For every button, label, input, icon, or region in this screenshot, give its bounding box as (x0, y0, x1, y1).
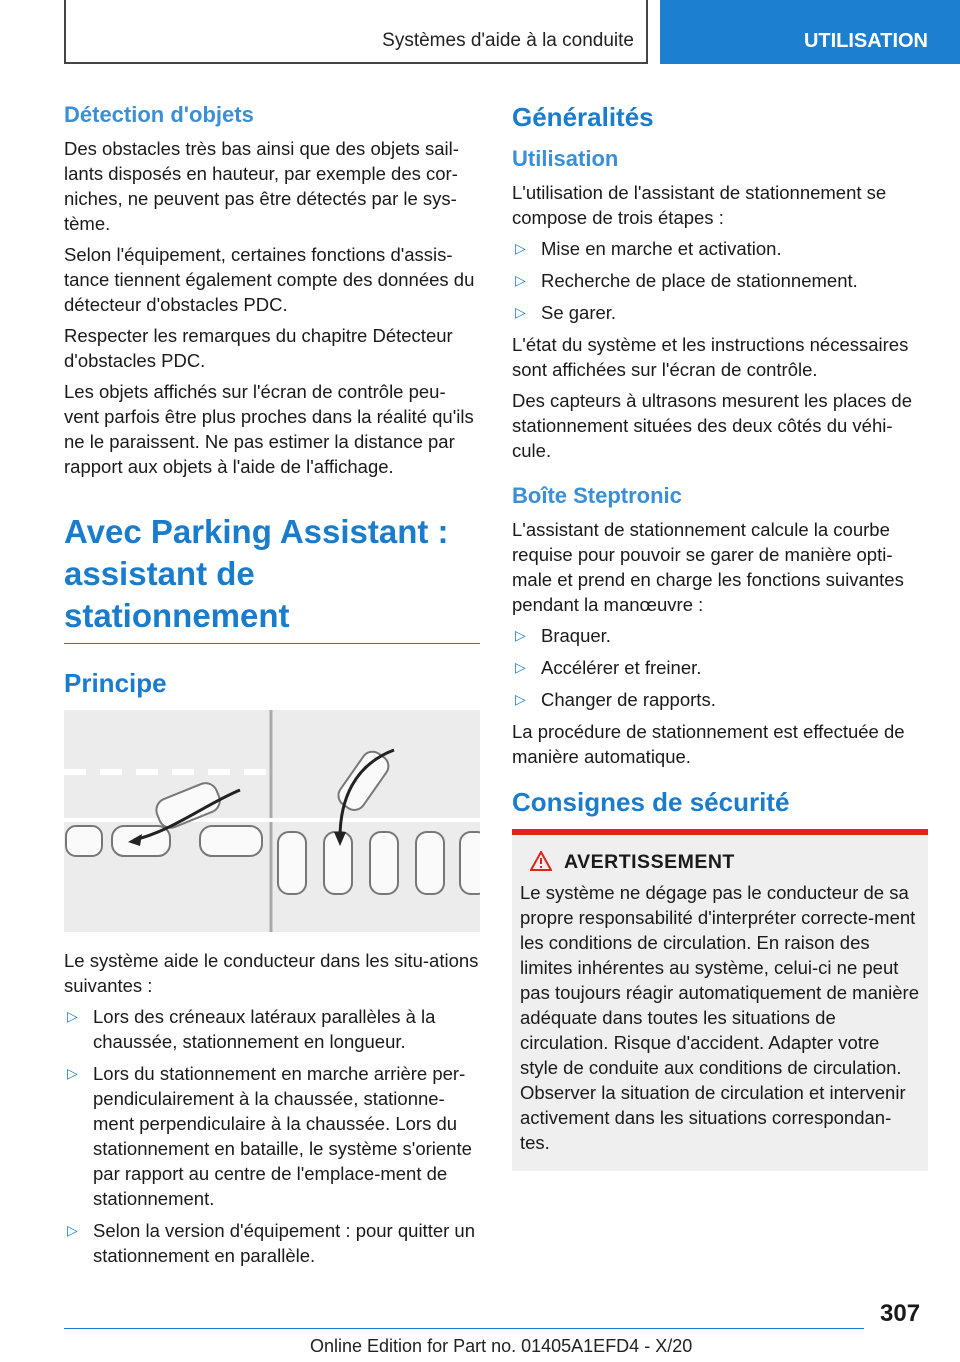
paragraph: L'état du système et les instructions nécessaires sont affichées sur l'écran de contrôle. (512, 334, 909, 380)
paragraph: L'assistant de stationnement calcule la courbe requise pour pouvoir se garer de manière opti-male et prend en charge les fonctions suivantes pendant la manœuvre : (512, 519, 904, 615)
heading-detection: Détection d'objets (64, 102, 254, 127)
triangle-bullet-icon: ▷ (67, 1065, 78, 1081)
section-tab[interactable]: UTILISATION (660, 0, 960, 64)
paragraph: Le système aide le conducteur dans les situ-ations suivantes : (64, 950, 479, 996)
situations-list (64, 1004, 480, 1268)
left-column (64, 100, 480, 1275)
triangle-bullet-icon: ▷ (515, 272, 526, 288)
triangle-bullet-icon: ▷ (67, 1008, 78, 1024)
footer-edition: Online Edition for Part no. 01405A1EFD4 - X/20 (310, 1336, 693, 1356)
steps-list (512, 236, 928, 325)
page-number: 307 (880, 1300, 921, 1327)
warning-text: Le système ne dégage pas le conducteur de sa propre responsabilité d'interpréter correcte-ment les conditions de circulation. En raison des limites inhérentes au système, celui-ci ne peut pas toujours réagir automatiquement de manière adéquate dans toutes les situations de circulation. Risque d'accident. Adapter votre style de conduite aux conditions de circulation. Observer la situation de circulation et intervenir activement dans les situations correspondan-tes. (520, 882, 920, 1153)
paragraph: Des capteurs à ultrasons mesurent les places de stationnement situées des deux côtés du véhi-cule. (512, 390, 913, 461)
triangle-bullet-icon: ▷ (515, 691, 526, 707)
triangle-bullet-icon: ▷ (515, 627, 526, 643)
warning-triangle-icon (530, 851, 552, 871)
triangle-bullet-icon: ▷ (515, 659, 526, 675)
warning-title: AVERTISSEMENT (520, 851, 920, 874)
heading-utilisation: Utilisation (512, 146, 619, 171)
paragraph: Respecter les remarques du chapitre Détecteur d'obstacles PDC. (64, 325, 453, 371)
right-column (512, 100, 928, 1171)
list-item: ▷ Recherche de place de stationnement. (515, 270, 858, 291)
header-frame (64, 0, 648, 64)
paragraph: L'utilisation de l'assistant de stationnement se compose de trois étapes : (512, 182, 887, 228)
heading-steptronic: Boîte Steptronic (512, 483, 682, 508)
triangle-bullet-icon: ▷ (515, 304, 526, 320)
triangle-bullet-icon: ▷ (515, 240, 526, 256)
heading-parking-assistant: Avec Parking Assistant : assistant de stationnement (64, 511, 480, 644)
list-item: ▷ Braquer. (515, 625, 611, 646)
paragraph: Selon l'équipement, certaines fonctions d'assis-tance tiennent également compte des données du détecteur d'obstacles PDC. (64, 244, 475, 315)
warning-box (512, 829, 928, 1171)
heading-generalites: Généralités (512, 102, 654, 132)
list-item: ▷ Mise en marche et activation. (515, 238, 782, 259)
triangle-bullet-icon: ▷ (67, 1222, 78, 1238)
paragraph: Les objets affichés sur l'écran de contrôle peu-vent parfois être plus proches dans la réalité qu'ils ne le paraissent. Ne pas estimer la distance par rapport aux objets à l'aide de l'affichage. (64, 381, 474, 477)
list-item: ▷ Selon la version d'équipement : pour quitter un stationnement en parallèle. (67, 1220, 475, 1266)
list-item: ▷ Lors des créneaux latéraux parallèles à la chaussée, stationnement en longueur. (67, 1006, 436, 1052)
paragraph: La procédure de stationnement est effectuée de manière automatique. (512, 721, 905, 767)
list-item: ▷ Accélérer et freiner. (515, 657, 702, 678)
list-item: ▷ Se garer. (515, 302, 617, 323)
parking-illustration (64, 710, 480, 932)
functions-list (512, 623, 928, 712)
footer-divider (64, 1328, 864, 1329)
list-item: ▷ Changer de rapports. (515, 689, 716, 710)
list-item: ▷ Lors du stationnement en marche arrière per-pendiculairement à la chaussée, stationne-ment perpendiculaire à la chaussée. Lors du stationnement en bataille, le système s'oriente par rapport au centre de l'emplace-ment de stationnement. (67, 1063, 472, 1209)
heading-principe: Principe (64, 668, 167, 698)
heading-consignes: Consignes de sécurité (512, 787, 790, 817)
header-title: Systèmes d'aide à la conduite (382, 30, 634, 51)
paragraph: Des obstacles très bas ainsi que des objets sail-lants disposés en hauteur, par exemple des cor-niches, ne peuvent pas être détectés par le sys-tème. (64, 138, 459, 234)
